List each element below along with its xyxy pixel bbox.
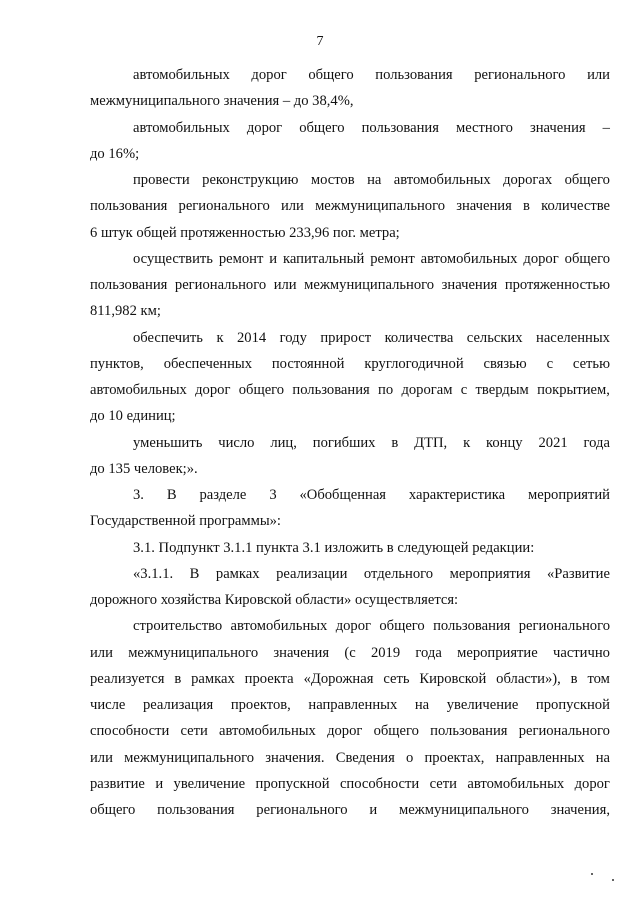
word: регионального: [518, 723, 610, 739]
word: число: [218, 435, 255, 451]
word: дорог: [246, 120, 283, 136]
word: мероприятий: [528, 487, 610, 503]
word: в: [174, 671, 182, 687]
text-line: [133, 250, 610, 268]
word: общего: [379, 618, 425, 634]
word: и: [369, 802, 378, 818]
word: общего: [564, 251, 610, 267]
word: общего: [238, 382, 285, 398]
text-line: [133, 434, 610, 452]
word: автомобильных: [420, 251, 518, 267]
word: населенных: [536, 330, 610, 346]
word: увеличение: [446, 697, 519, 713]
word: регионального: [178, 198, 270, 214]
word: пользования: [430, 723, 508, 739]
word: сети: [180, 723, 208, 739]
word: значения: [273, 645, 330, 661]
word: «Обобщенная: [299, 487, 387, 503]
word: покрытием,: [537, 382, 610, 398]
word: В: [166, 487, 177, 503]
word: межмуниципального: [398, 802, 529, 818]
word: (с: [344, 645, 356, 661]
word: осуществить: [133, 251, 213, 267]
word: обеспеченных: [163, 356, 253, 372]
word: «Дорожная: [303, 671, 374, 687]
text-line: [133, 66, 610, 84]
word: значения: [456, 198, 512, 214]
word: регионального: [256, 802, 348, 818]
word: мостов: [310, 172, 355, 188]
word: мероприятия: [449, 566, 531, 582]
word: общего: [90, 802, 136, 818]
word: мероприятие: [457, 645, 538, 661]
word: провести: [133, 172, 190, 188]
word: значения,: [550, 802, 610, 818]
word: строительство: [133, 618, 223, 634]
scan-speck: [591, 873, 593, 875]
word: проектов,: [230, 697, 291, 713]
word: «3.1.1.: [133, 566, 174, 582]
word: способности: [90, 723, 170, 739]
word: «Развитие: [546, 566, 610, 582]
word: местного: [455, 120, 513, 136]
word: на: [595, 750, 610, 766]
word: реализация: [142, 697, 214, 713]
word: прирост: [320, 330, 372, 346]
word: с: [460, 382, 468, 398]
word: дорог: [195, 382, 231, 398]
word: увеличение: [173, 776, 246, 792]
word: 2021: [538, 435, 568, 451]
word: общего: [299, 120, 345, 136]
word: к: [216, 330, 224, 346]
word: способности: [339, 776, 420, 792]
word: или: [273, 277, 297, 293]
word: концу: [486, 435, 523, 451]
word: значения: [441, 277, 498, 293]
word: количестве: [541, 198, 610, 214]
page-number: 7: [316, 34, 324, 49]
word: дорогам: [401, 382, 453, 398]
word: с: [546, 356, 554, 372]
word: Сведения: [335, 750, 395, 766]
word: пользования: [90, 277, 168, 293]
word: сети: [429, 776, 457, 792]
word: дорог: [335, 618, 372, 634]
word: лиц,: [270, 435, 297, 451]
word: ремонт: [370, 251, 415, 267]
word: уменьшить: [133, 435, 203, 451]
word: общего: [373, 723, 419, 739]
word: на: [367, 172, 382, 188]
word: пользования: [375, 67, 453, 83]
text-line: [90, 722, 610, 740]
word: развитие: [90, 776, 145, 792]
word: межмуниципального: [124, 750, 255, 766]
word: капитальный: [283, 251, 365, 267]
word: дорог: [251, 67, 287, 83]
word: 3: [269, 487, 277, 503]
word: общего: [308, 67, 354, 83]
word: дорог: [574, 776, 610, 792]
text-line: Государственной программы»:: [90, 513, 281, 529]
text-line: [90, 197, 610, 215]
word: пунктов,: [90, 356, 144, 372]
word: или: [90, 645, 113, 661]
word: о: [406, 750, 414, 766]
word: твердым: [475, 382, 529, 398]
word: отдельного: [363, 566, 434, 582]
word: пользования: [361, 120, 439, 136]
word: частично: [553, 645, 610, 661]
text-line: [133, 171, 610, 189]
scan-speck: [612, 879, 614, 881]
word: и: [269, 251, 278, 267]
word: автомобильных: [133, 67, 230, 83]
text-line: 3.1. Подпункт 3.1.1 пункта 3.1 изложить в следующей редакции:: [133, 540, 535, 556]
word: и: [155, 776, 164, 792]
word: 2014: [237, 330, 267, 346]
word: автомобильных: [393, 172, 491, 188]
word: ДТП,: [414, 435, 448, 451]
text-line: [133, 617, 610, 635]
text-line: [90, 775, 610, 793]
word: реализации: [276, 566, 348, 582]
word: В: [189, 566, 200, 582]
word: к: [463, 435, 471, 451]
word: рамках: [215, 566, 260, 582]
word: в: [391, 435, 399, 451]
word: дорог: [327, 723, 363, 739]
text-line: [133, 565, 610, 583]
word: межмуниципального: [304, 277, 435, 293]
word: или: [280, 198, 304, 214]
word: проектах,: [424, 750, 485, 766]
text-line: [133, 119, 610, 137]
word: регионального: [174, 277, 267, 293]
word: 3.: [133, 487, 144, 503]
word: пользования: [157, 802, 235, 818]
word: –: [602, 120, 610, 136]
word: связью: [483, 356, 527, 372]
word: автомобильных: [90, 382, 187, 398]
word: на: [414, 697, 430, 713]
word: реконструкцию: [202, 172, 299, 188]
word: межмуниципального: [128, 645, 259, 661]
word: 2019: [370, 645, 401, 661]
word: пользования: [90, 198, 168, 214]
word: пропускной: [535, 697, 610, 713]
word: сетью: [572, 356, 610, 372]
word: автомобильных: [219, 723, 316, 739]
word: автомобильных: [230, 618, 328, 634]
word: года: [415, 645, 442, 661]
word: обеспечить: [133, 330, 203, 346]
word: Кировской: [419, 671, 487, 687]
word: погибших: [312, 435, 376, 451]
word: области»),: [496, 671, 561, 687]
text-line: [90, 381, 610, 399]
text-line: [90, 801, 610, 819]
word: характеристика: [408, 487, 506, 503]
word: значения: [529, 120, 586, 136]
word: протяженностью: [504, 277, 610, 293]
text-line: [90, 696, 610, 714]
word: сеть: [383, 671, 410, 687]
text-line: [90, 749, 610, 767]
word: круглогодичной: [364, 356, 464, 372]
word: числе: [90, 697, 126, 713]
word: том: [587, 671, 610, 687]
word: ремонт: [218, 251, 264, 267]
word: общего: [564, 172, 610, 188]
text-line: 6 штук общей протяженностью 233,96 пог. метра;: [90, 225, 400, 241]
word: межмуниципального: [315, 198, 446, 214]
text-line: 811,982 км;: [90, 303, 161, 319]
text-line: [90, 644, 610, 662]
word: году: [279, 330, 307, 346]
word: пользования: [292, 382, 370, 398]
word: постоянной: [271, 356, 345, 372]
word: регионального: [518, 618, 610, 634]
word: регионального: [474, 67, 566, 83]
word: автомобильных: [133, 120, 230, 136]
word: года: [583, 435, 610, 451]
word: сельских: [466, 330, 523, 346]
word: дорогах: [503, 172, 553, 188]
word: в: [523, 198, 530, 214]
word: направленных: [308, 697, 398, 713]
word: рамках: [191, 671, 235, 687]
word: пользования: [433, 618, 511, 634]
text-line: [90, 670, 610, 688]
word: дорог: [523, 251, 559, 267]
word: значения.: [265, 750, 325, 766]
word: разделе: [199, 487, 247, 503]
text-line: [90, 355, 610, 373]
word: автомобильных: [467, 776, 565, 792]
word: пропускной: [255, 776, 330, 792]
text-line: до 10 единиц;: [90, 408, 176, 424]
word: в: [570, 671, 578, 687]
word: проекта: [244, 671, 294, 687]
word: по: [378, 382, 394, 398]
word: или: [587, 67, 610, 83]
word: реализуется: [90, 671, 165, 687]
word: или: [90, 750, 113, 766]
text-line: дорожного хозяйства Кировской области» осуществляется:: [90, 592, 459, 608]
text-line: [133, 329, 610, 347]
word: количества: [384, 330, 454, 346]
word: направленных: [495, 750, 585, 766]
text-line: до 16%;: [90, 146, 140, 162]
text-line: [90, 276, 610, 294]
text-line: межмуниципального значения – до 38,4%,: [90, 93, 354, 109]
text-line: до 135 человек;».: [90, 461, 198, 477]
text-line: [133, 486, 610, 504]
